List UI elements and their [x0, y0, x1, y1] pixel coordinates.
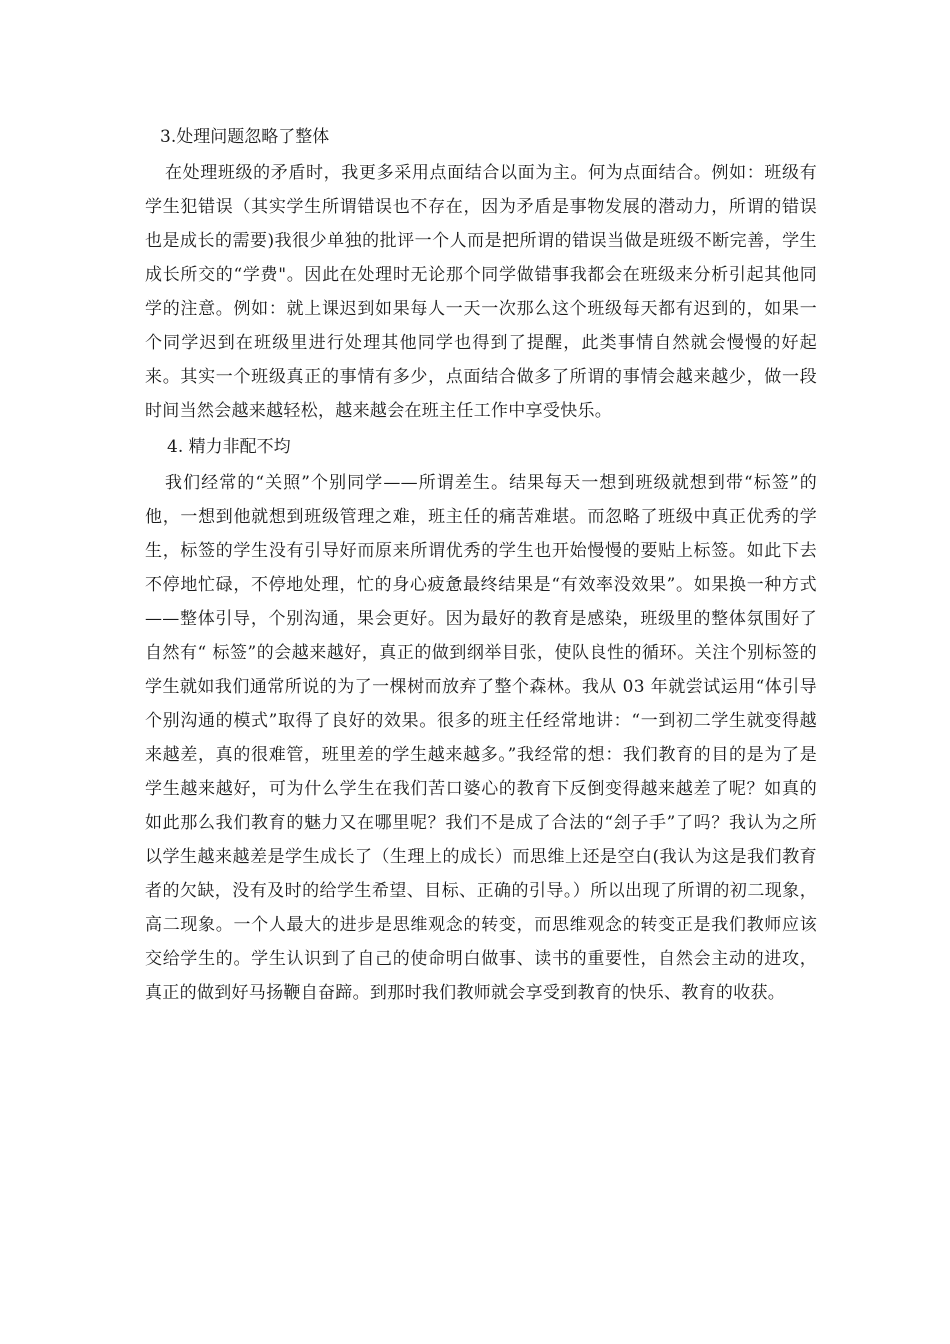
document-body	[145, 120, 817, 1010]
section-4-paragraph: 我们经常的“关照”个别同学——所谓差生。结果每天一想到班级就想到带“标签”的他，一想到他就想到班级管理之难，班主任的痛苦难堪。而忽略了班级中真正优秀的学生，标签的学生没有引导好而原来所谓优秀的学生也开始慢慢的要贴上标签。如此下去不停地忙碌，不停地处理，忙的身心疲惫最终结果是“有效率没效果”。如果换一种方式——整体引导，个别沟通，果会更好。因为最好的教育是感染，班级里的整体氛围好了自然有“ 标签”的会越来越好，真正的做到纲举目张，使队良性的循环。关注个别标签的学生就如我们通常所说的为了一棵树而放弃了整个森林。我从 03 年就尝试运用“体引导个别沟通的模式”取得了良好的效果。很多的班主任经常地讲：“一到初二学生就变得越来越差，真的很难管，班里差的学生越来越多。”我经常的想：我们教育的目的是为了是学生越来越好，可为什么学生在我们苦口婆心的教育下反倒变得越来越差了呢？如真的如此那么我们教育的魅力又在哪里呢？我们不是成了合法的“刽子手”了吗？我认为之所以学生越来越差是学生成长了（生理上的成长）而思维上还是空白(我认为这是我们教育者的欠缺，没有及时的给学生希望、目标、正确的引导。）所以出现了所谓的初二现象，高二现象。一个人最大的进步是思维观念的转变，而思维观念的转变正是我们教师应该交给学生的。学生认识到了自己的使命明白做事、读书的重要性，自然会主动的进攻，真正的做到好马扬鞭自奋蹄。到那时我们教师就会享受到教育的快乐、教育的收获。	[145, 473, 817, 1003]
section-3-heading: 3.处理问题忽略了整体	[160, 127, 330, 147]
section-4-heading: 4. 精力非配不均	[167, 437, 291, 457]
section-3-paragraph: 在处理班级的矛盾时，我更多采用点面结合以面为主。何为点面结合。例如：班级有学生犯错误（其实学生所谓错误也不存在，因为矛盾是事物发展的潜动力，所谓的错误也是成长的需要)我很少单独的批评一个人而是把所谓的错误当做是班级不断完善，学生成长所交的“学费"。因此在处理时无论那个同学做错事我都会在班级来分析引起其他同学的注意。例如：就上课迟到如果每人一天一次那么这个班级每天都有迟到的，如果一个同学迟到在班级里进行处理其他同学也得到了提醒，此类事情自然就会慢慢的好起来。其实一个班级真正的事情有多少，点面结合做多了所谓的事情会越来越少，做一段时间当然会越来越轻松，越来越会在班主任工作中享受快乐。	[145, 163, 817, 421]
